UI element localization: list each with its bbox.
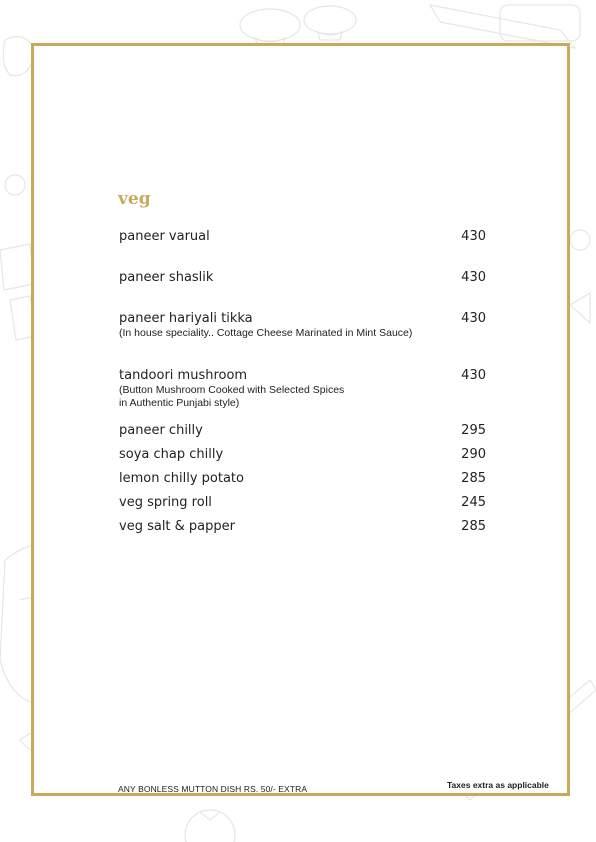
- menu-list: [119, 228, 489, 535]
- item-price: 285: [461, 471, 486, 486]
- item-description: in Authentic Punjabi style): [119, 397, 240, 409]
- footer-note-taxes: Taxes extra as applicable: [447, 780, 549, 790]
- section-title: veg: [118, 189, 151, 209]
- item-price: 245: [461, 495, 486, 510]
- menu-item: [119, 494, 489, 511]
- item-price: 285: [461, 519, 486, 534]
- menu-item: [119, 422, 489, 439]
- item-price: 430: [461, 229, 486, 244]
- menu-item: [119, 367, 489, 410]
- item-name: veg salt & papper: [119, 519, 235, 534]
- item-price: 430: [461, 311, 486, 326]
- menu-item: [119, 310, 489, 340]
- item-name: veg spring roll: [119, 495, 212, 510]
- item-name: paneer shaslik: [119, 270, 214, 285]
- item-price: 290: [461, 447, 486, 462]
- footer-note-extra: ANY BONLESS MUTTON DISH RS. 50/- EXTRA: [118, 784, 308, 794]
- item-name: paneer chilly: [119, 423, 203, 438]
- item-name: soya chap chilly: [119, 447, 224, 462]
- menu-item: [119, 269, 489, 286]
- item-price: 295: [461, 423, 486, 438]
- menu-item: [119, 470, 489, 487]
- menu-item: [119, 446, 489, 463]
- item-name: lemon chilly potato: [119, 471, 244, 486]
- item-name: tandoori mushroom: [119, 368, 248, 383]
- menu-item: [119, 518, 489, 535]
- item-price: 430: [461, 270, 486, 285]
- item-price: 430: [461, 368, 486, 383]
- item-description: (In house speciality.. Cottage Cheese Marinated in Mint Sauce): [119, 327, 413, 339]
- menu-item: [119, 228, 489, 245]
- item-name: paneer hariyali tikka: [119, 311, 253, 326]
- item-name: paneer varual: [119, 229, 210, 244]
- item-description: (Button Mushroom Cooked with Selected Spices: [119, 384, 345, 396]
